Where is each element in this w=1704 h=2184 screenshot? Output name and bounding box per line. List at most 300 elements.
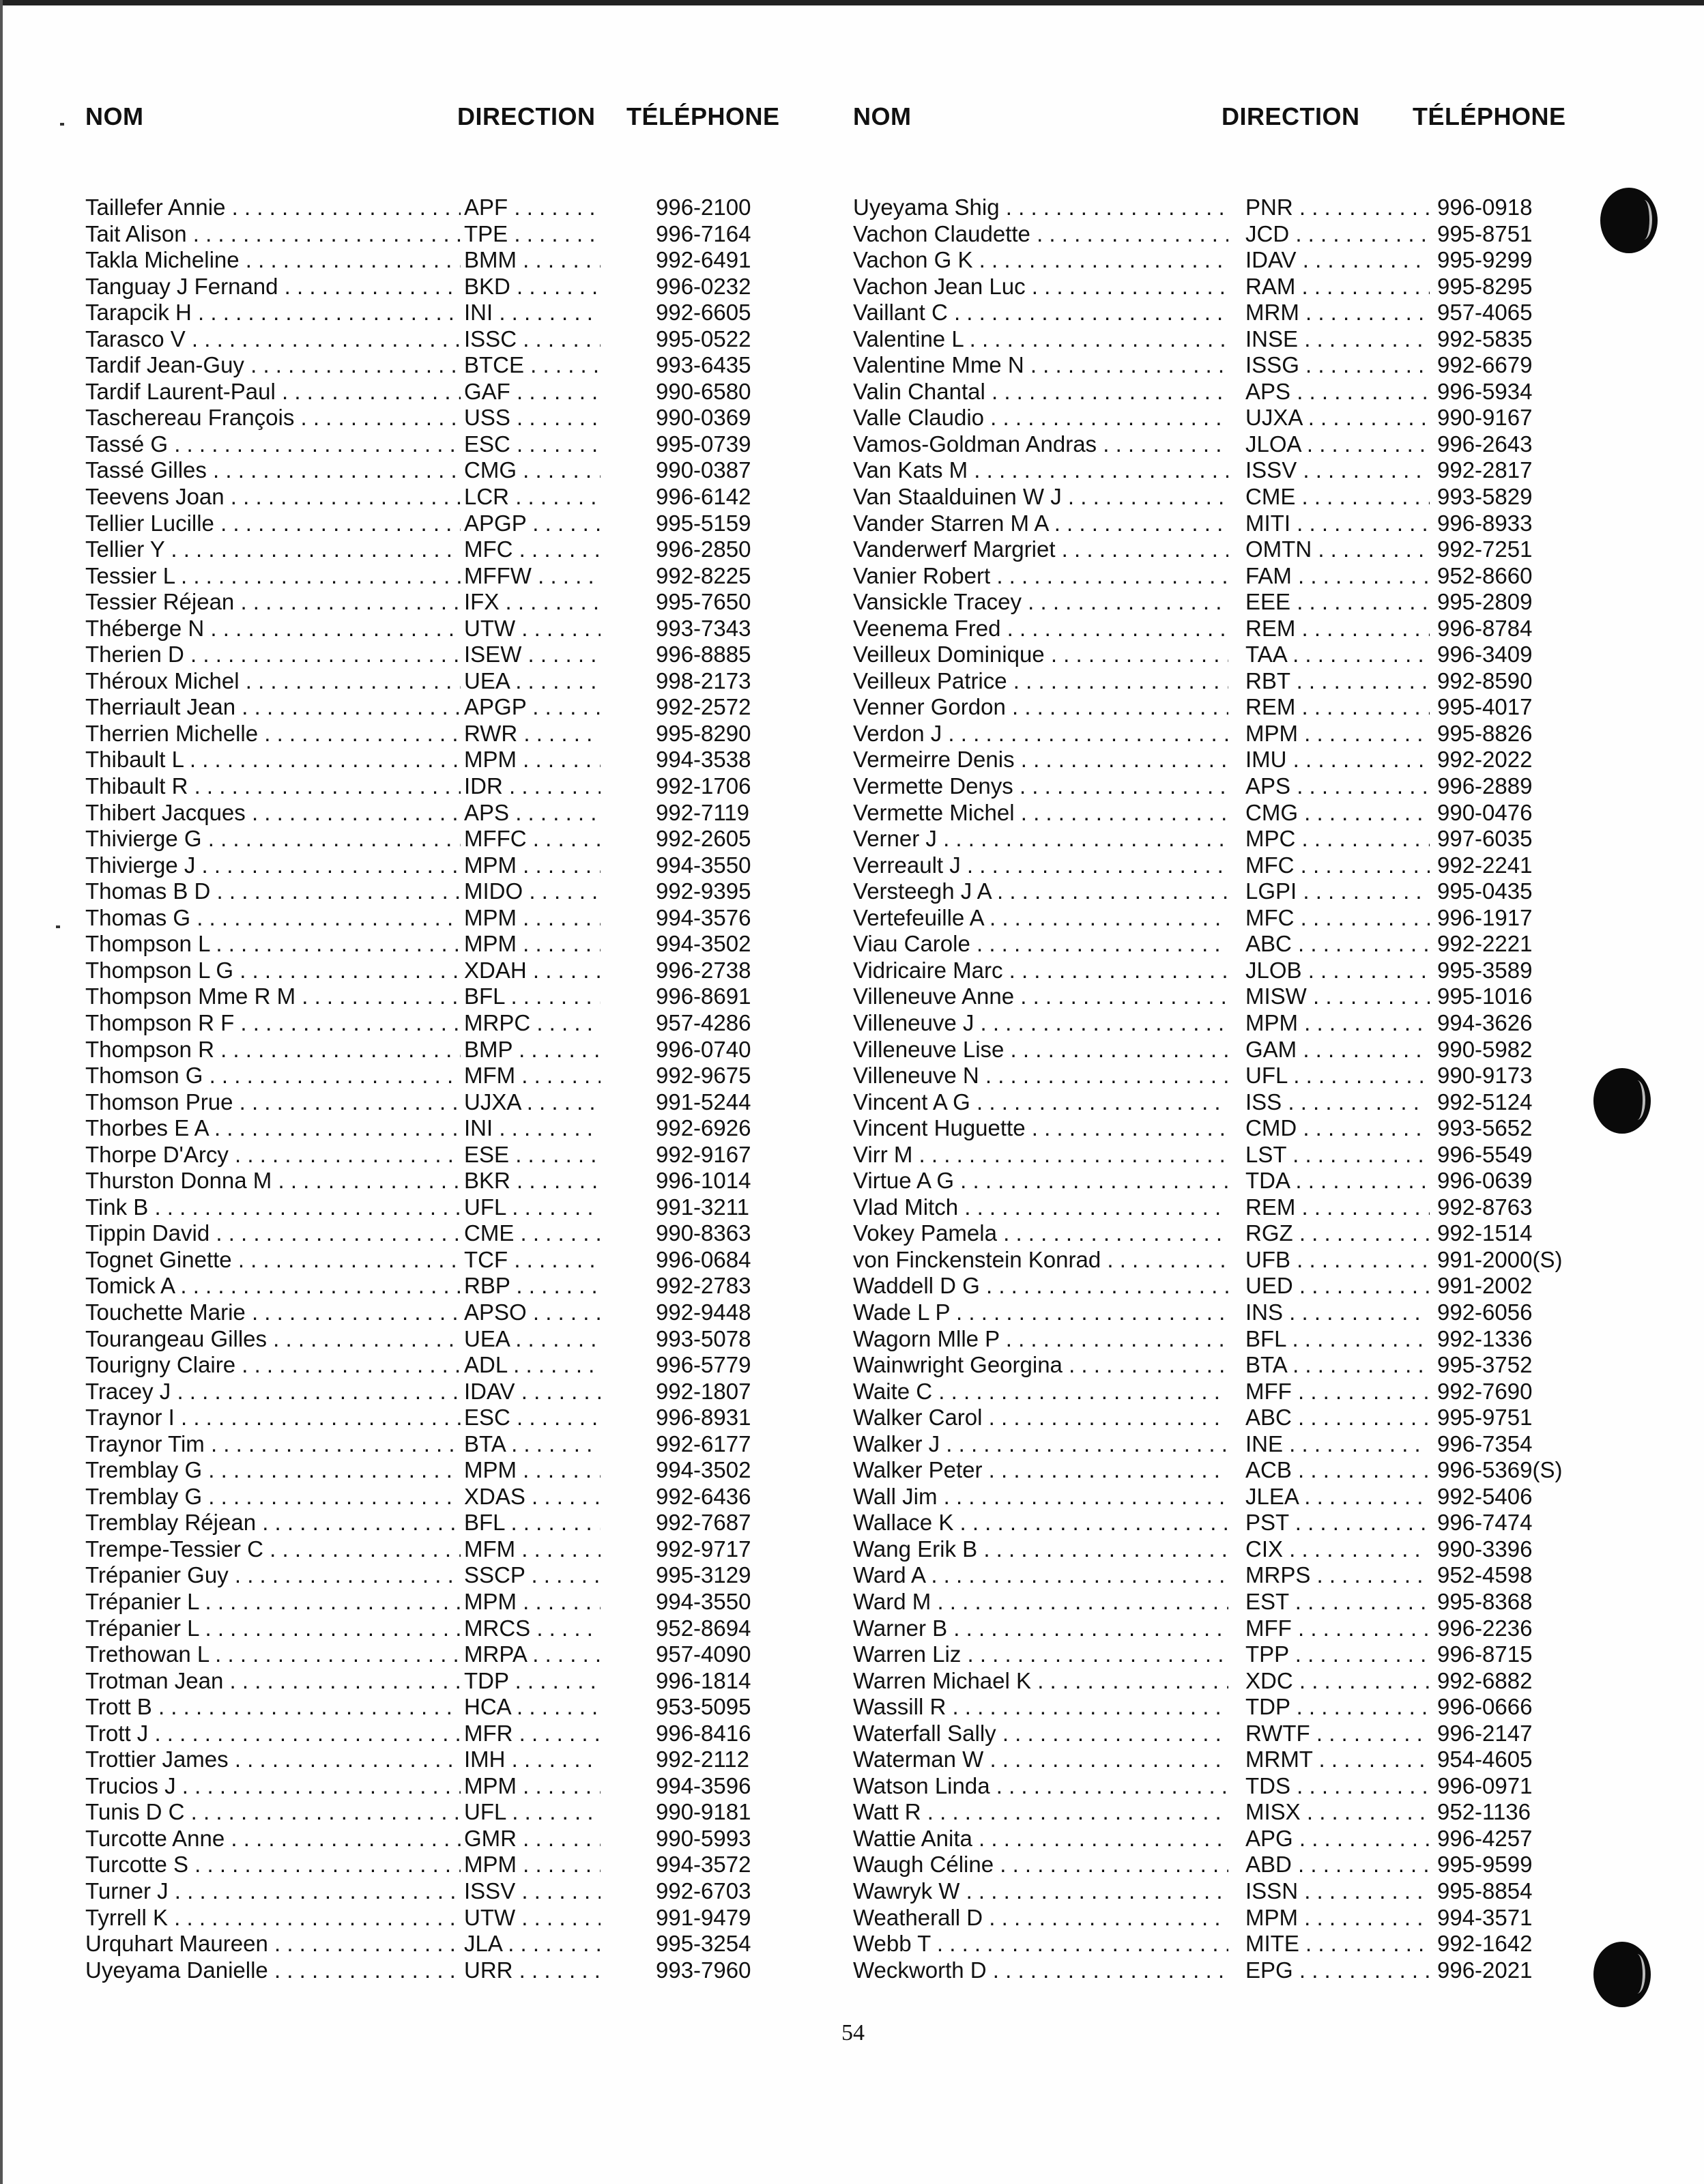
right-column bbox=[850, 102, 1614, 1983]
entry-direction: UEA . . . bbox=[464, 668, 601, 695]
entry-telephone: 996-3409 bbox=[1433, 642, 1532, 668]
entry-direction: MFF . . . bbox=[1245, 1379, 1430, 1405]
list-item bbox=[82, 1615, 846, 1642]
entry-direction: BMP . . . bbox=[464, 1037, 601, 1063]
entry-direction: INI . . . bbox=[464, 300, 601, 326]
list-item bbox=[82, 1457, 846, 1484]
entry-name: Trépanier Guy . . . bbox=[85, 1562, 461, 1589]
entry-direction: ISEW . . . bbox=[464, 642, 601, 668]
list-item bbox=[850, 1878, 1614, 1905]
list-item bbox=[82, 1721, 846, 1747]
entry-telephone: 990-9167 bbox=[1433, 405, 1532, 431]
list-item bbox=[82, 1273, 846, 1299]
entry-telephone: 996-0684 bbox=[652, 1247, 751, 1274]
entry-direction: IDR . . . bbox=[464, 773, 601, 800]
entry-direction: BKD . . . bbox=[464, 274, 601, 300]
entry-name: Weckworth D . . . bbox=[853, 1957, 1228, 1984]
entry-telephone: 995-3129 bbox=[652, 1562, 751, 1589]
entry-direction: PST . . . bbox=[1245, 1510, 1430, 1536]
entry-direction: INSE . . . bbox=[1245, 326, 1430, 353]
entry-telephone: 996-0639 bbox=[1433, 1168, 1532, 1194]
entry-telephone: 994-3502 bbox=[652, 1457, 751, 1484]
list-item bbox=[850, 1431, 1614, 1458]
list-item bbox=[82, 958, 846, 984]
entry-name: Tarasco V . . . bbox=[85, 326, 461, 353]
entry-direction: SSCP . . . bbox=[464, 1562, 601, 1589]
entry-name: Walker Peter . . . bbox=[853, 1457, 1228, 1484]
list-item bbox=[82, 274, 846, 300]
entry-telephone: 992-6882 bbox=[1433, 1668, 1532, 1695]
list-item bbox=[850, 326, 1614, 353]
entry-telephone: 957-4090 bbox=[652, 1641, 751, 1668]
entry-direction: APS . . . bbox=[1245, 379, 1430, 405]
list-item bbox=[850, 694, 1614, 721]
entry-telephone: 996-8784 bbox=[1433, 616, 1532, 642]
entry-direction: MFM . . . bbox=[464, 1063, 601, 1089]
list-item bbox=[850, 905, 1614, 932]
entry-name: Vanderwerf Margriet . . . bbox=[853, 536, 1228, 563]
entry-telephone: 995-8854 bbox=[1433, 1878, 1532, 1905]
list-item bbox=[82, 1536, 846, 1563]
entry-direction: ADL . . . bbox=[464, 1352, 601, 1379]
entry-name: Thomson Prue . . . bbox=[85, 1089, 461, 1116]
entry-telephone: 990-0387 bbox=[652, 457, 751, 484]
entry-name: Théberge N . . . bbox=[85, 616, 461, 642]
entry-name: Turcotte Anne . . . bbox=[85, 1826, 461, 1852]
list-item bbox=[82, 1326, 846, 1353]
entry-telephone: 995-1016 bbox=[1433, 983, 1532, 1010]
list-item bbox=[850, 1826, 1614, 1852]
entry-telephone: 996-0971 bbox=[1433, 1773, 1532, 1800]
entry-name: Waterfall Sally . . . bbox=[853, 1721, 1228, 1747]
list-item bbox=[850, 800, 1614, 827]
entry-telephone: 992-8590 bbox=[1433, 668, 1532, 695]
entry-name: Thompson Mme R M . . . bbox=[85, 983, 461, 1010]
entry-telephone: 952-1136 bbox=[1433, 1799, 1531, 1826]
left-entry-list bbox=[82, 195, 846, 1983]
entry-telephone: 992-5406 bbox=[1433, 1484, 1532, 1510]
entry-direction: GAF . . . bbox=[464, 379, 601, 405]
entry-direction: JCD . . . bbox=[1245, 221, 1430, 248]
entry-direction: MRMT . . . bbox=[1245, 1747, 1430, 1773]
entry-name: Tunis D C . . . bbox=[85, 1799, 461, 1826]
list-item bbox=[82, 1668, 846, 1695]
entry-name: Thorbes E A . . . bbox=[85, 1115, 461, 1142]
list-item bbox=[850, 1220, 1614, 1247]
entry-name: Tracey J . . . bbox=[85, 1379, 461, 1405]
list-item bbox=[850, 721, 1614, 747]
list-item bbox=[850, 958, 1614, 984]
entry-telephone: 996-7354 bbox=[1433, 1431, 1532, 1458]
list-item bbox=[82, 1299, 846, 1326]
list-item bbox=[82, 1852, 846, 1878]
entry-telephone: 996-8933 bbox=[1433, 511, 1532, 537]
entry-name: Turner J . . . bbox=[85, 1878, 461, 1905]
list-item bbox=[82, 931, 846, 958]
entry-direction: XDAS . . . bbox=[464, 1484, 601, 1510]
entry-name: Théroux Michel . . . bbox=[85, 668, 461, 695]
entry-direction: RAM . . . bbox=[1245, 274, 1430, 300]
entry-name: Tait Alison . . . bbox=[85, 221, 461, 248]
entry-name: Vachon G K . . . bbox=[853, 247, 1228, 274]
list-item bbox=[82, 878, 846, 905]
entry-direction: ACB . . . bbox=[1245, 1457, 1430, 1484]
entry-name: Thibault L . . . bbox=[85, 747, 461, 773]
list-item bbox=[82, 1957, 846, 1984]
entry-name: Warren Liz . . . bbox=[853, 1641, 1228, 1668]
entry-telephone: 996-0740 bbox=[652, 1037, 751, 1063]
list-item bbox=[82, 1484, 846, 1510]
entry-direction: UFB . . . bbox=[1245, 1247, 1430, 1274]
entry-direction: JLOA . . . bbox=[1245, 431, 1430, 458]
entry-name: Trucios J . . . bbox=[85, 1773, 461, 1800]
entry-direction: ISSV . . . bbox=[1245, 457, 1430, 484]
entry-name: Tomick A . . . bbox=[85, 1273, 461, 1299]
list-item bbox=[82, 511, 846, 537]
list-item bbox=[82, 1379, 846, 1405]
entry-direction: MFC . . . bbox=[1245, 905, 1430, 932]
entry-telephone: 995-0739 bbox=[652, 431, 751, 458]
entry-direction: UFL . . . bbox=[464, 1799, 601, 1826]
entry-direction: APSO . . . bbox=[464, 1299, 601, 1326]
entry-telephone: 995-0435 bbox=[1433, 878, 1532, 905]
list-item bbox=[850, 1405, 1614, 1431]
list-item bbox=[82, 1247, 846, 1274]
list-item bbox=[850, 1615, 1614, 1642]
list-item bbox=[850, 1142, 1614, 1168]
entry-direction: CMD . . . bbox=[1245, 1115, 1430, 1142]
entry-name: Tardif Jean-Guy . . . bbox=[85, 352, 461, 379]
entry-name: Uyeyama Shig . . . bbox=[853, 195, 1228, 221]
entry-telephone: 990-6580 bbox=[652, 379, 751, 405]
entry-direction: MPM . . . bbox=[464, 1589, 601, 1615]
entry-telephone: 991-9479 bbox=[652, 1905, 751, 1931]
entry-direction: ESC . . . bbox=[464, 431, 601, 458]
entry-telephone: 996-7164 bbox=[652, 221, 751, 248]
entry-direction: MRPA . . . bbox=[464, 1641, 601, 1668]
entry-direction: MFFW . . . bbox=[464, 563, 601, 590]
entry-telephone: 995-8295 bbox=[1433, 274, 1532, 300]
entry-direction: MPM . . . bbox=[464, 931, 601, 958]
entry-direction: BFL . . . bbox=[464, 983, 601, 1010]
entry-name: Vermette Denys . . . bbox=[853, 773, 1228, 800]
list-item bbox=[82, 694, 846, 721]
entry-telephone: 996-7474 bbox=[1433, 1510, 1532, 1536]
entry-name: Takla Micheline . . . bbox=[85, 247, 461, 274]
entry-telephone: 995-8290 bbox=[652, 721, 751, 747]
list-item bbox=[850, 1852, 1614, 1878]
entry-telephone: 995-9299 bbox=[1433, 247, 1532, 274]
entry-telephone: 996-2100 bbox=[652, 195, 751, 221]
list-item bbox=[850, 1589, 1614, 1615]
entry-direction: URR . . . bbox=[464, 1957, 601, 1984]
list-item bbox=[850, 1799, 1614, 1826]
entry-telephone: 996-6142 bbox=[652, 484, 751, 511]
entry-name: Villeneuve J . . . bbox=[853, 1010, 1228, 1037]
entry-direction: APGP . . . bbox=[464, 511, 601, 537]
entry-telephone: 992-9395 bbox=[652, 878, 751, 905]
list-item bbox=[82, 1037, 846, 1063]
list-item bbox=[850, 484, 1614, 511]
entry-name: Van Kats M . . . bbox=[853, 457, 1228, 484]
entry-telephone: 994-3572 bbox=[652, 1852, 751, 1878]
entry-name: Viau Carole . . . bbox=[853, 931, 1228, 958]
entry-name: Thivierge J . . . bbox=[85, 852, 461, 879]
entry-direction: TPP . . . bbox=[1245, 1641, 1430, 1668]
list-item bbox=[82, 1562, 846, 1589]
entry-telephone: 996-2889 bbox=[1433, 773, 1532, 800]
entry-direction: CME . . . bbox=[1245, 484, 1430, 511]
entry-telephone: 992-6436 bbox=[652, 1484, 751, 1510]
entry-telephone: 990-5982 bbox=[1433, 1037, 1532, 1063]
entry-direction: IDAV . . . bbox=[1245, 247, 1430, 274]
entry-telephone: 994-3550 bbox=[652, 852, 751, 879]
entry-telephone: 992-6491 bbox=[652, 247, 751, 274]
entry-direction: BTCE . . . bbox=[464, 352, 601, 379]
entry-name: Thibert Jacques . . . bbox=[85, 800, 461, 827]
list-item bbox=[82, 983, 846, 1010]
entry-name: Villeneuve Anne . . . bbox=[853, 983, 1228, 1010]
entry-direction: INS . . . bbox=[1245, 1299, 1430, 1326]
entry-direction: TAA . . . bbox=[1245, 642, 1430, 668]
entry-name: Verner J . . . bbox=[853, 826, 1228, 852]
binder-hole-icon bbox=[1593, 1942, 1651, 2007]
entry-telephone: 992-2022 bbox=[1433, 747, 1532, 773]
entry-direction: FAM . . . bbox=[1245, 563, 1430, 590]
entry-direction: UED . . . bbox=[1245, 1273, 1430, 1299]
list-item bbox=[82, 247, 846, 274]
scan-top-edge bbox=[0, 0, 1704, 5]
entry-direction: MPM . . . bbox=[464, 1773, 601, 1800]
entry-name: Teevens Joan . . . bbox=[85, 484, 461, 511]
entry-name: Thibault R . . . bbox=[85, 773, 461, 800]
entry-name: Tellier Lucille . . . bbox=[85, 511, 461, 537]
list-item bbox=[850, 1037, 1614, 1063]
entry-telephone: 995-8826 bbox=[1433, 721, 1532, 747]
header-direction: DIRECTION bbox=[457, 102, 596, 130]
entry-name: Veenema Fred . . . bbox=[853, 616, 1228, 642]
entry-direction: JLOB . . . bbox=[1245, 958, 1430, 984]
entry-name: Therrien Michelle . . . bbox=[85, 721, 461, 747]
entry-direction: CIX . . . bbox=[1245, 1536, 1430, 1563]
entry-direction: MPM . . . bbox=[464, 747, 601, 773]
entry-direction: TDP . . . bbox=[1245, 1694, 1430, 1721]
entry-telephone: 992-1642 bbox=[1433, 1931, 1532, 1957]
entry-direction: APG . . . bbox=[1245, 1826, 1430, 1852]
list-item bbox=[850, 457, 1614, 484]
entry-telephone: 993-6435 bbox=[652, 352, 751, 379]
header-direction: DIRECTION bbox=[1222, 102, 1360, 130]
entry-name: Tognet Ginette . . . bbox=[85, 1247, 461, 1274]
list-item bbox=[82, 589, 846, 616]
list-item bbox=[850, 1484, 1614, 1510]
entry-telephone: 992-7690 bbox=[1433, 1379, 1532, 1405]
entry-direction: ABC . . . bbox=[1245, 931, 1430, 958]
entry-direction: ESE . . . bbox=[464, 1142, 601, 1168]
list-item bbox=[850, 1747, 1614, 1773]
entry-telephone: 996-2147 bbox=[1433, 1721, 1532, 1747]
entry-name: Trotman Jean . . . bbox=[85, 1668, 461, 1695]
entry-direction: TCF . . . bbox=[464, 1247, 601, 1274]
list-item bbox=[850, 878, 1614, 905]
entry-telephone: 954-4605 bbox=[1433, 1747, 1532, 1773]
entry-telephone: 994-3571 bbox=[1433, 1905, 1532, 1931]
entry-name: Villeneuve Lise . . . bbox=[853, 1037, 1228, 1063]
entry-name: Thompson L . . . bbox=[85, 931, 461, 958]
entry-telephone: 992-6926 bbox=[652, 1115, 751, 1142]
list-item bbox=[82, 616, 846, 642]
list-item bbox=[82, 1220, 846, 1247]
header-telephone: TÉLÉPHONE bbox=[626, 102, 780, 130]
entry-telephone: 996-8416 bbox=[652, 1721, 751, 1747]
list-item bbox=[82, 1431, 846, 1458]
entry-name: Thompson L G . . . bbox=[85, 958, 461, 984]
entry-name: Wassill R . . . bbox=[853, 1694, 1228, 1721]
entry-direction: APS . . . bbox=[464, 800, 601, 827]
entry-direction: MFF . . . bbox=[1245, 1615, 1430, 1642]
list-item bbox=[82, 642, 846, 668]
entry-direction: RWTF . . . bbox=[1245, 1721, 1430, 1747]
entry-name: Ward M . . . bbox=[853, 1589, 1228, 1615]
entry-name: Watson Linda . . . bbox=[853, 1773, 1228, 1800]
entry-direction: MITI . . . bbox=[1245, 511, 1430, 537]
entry-name: Therriault Jean . . . bbox=[85, 694, 461, 721]
entry-name: Warren Michael K . . . bbox=[853, 1668, 1228, 1695]
entry-name: Tellier Y . . . bbox=[85, 536, 461, 563]
header-nom: NOM bbox=[85, 102, 144, 130]
entry-direction: IFX . . . bbox=[464, 589, 601, 616]
list-item bbox=[850, 983, 1614, 1010]
entry-name: Waterman W . . . bbox=[853, 1747, 1228, 1773]
entry-name: Virtue A G . . . bbox=[853, 1168, 1228, 1194]
entry-name: Taillefer Annie . . . bbox=[85, 195, 461, 221]
entry-telephone: 996-8931 bbox=[652, 1405, 751, 1431]
entry-telephone: 992-6177 bbox=[652, 1431, 751, 1458]
entry-name: Vanier Robert . . . bbox=[853, 563, 1228, 590]
list-item bbox=[82, 1168, 846, 1194]
entry-name: Veilleux Patrice . . . bbox=[853, 668, 1228, 695]
entry-telephone: 995-3589 bbox=[1433, 958, 1532, 984]
list-item bbox=[850, 1721, 1614, 1747]
list-item bbox=[82, 484, 846, 511]
entry-name: Vachon Jean Luc . . . bbox=[853, 274, 1228, 300]
entry-telephone: 994-3596 bbox=[652, 1773, 751, 1800]
list-item bbox=[850, 589, 1614, 616]
entry-telephone: 996-1814 bbox=[652, 1668, 751, 1695]
entry-name: Van Staalduinen W J . . . bbox=[853, 484, 1228, 511]
entry-telephone: 992-6679 bbox=[1433, 352, 1532, 379]
list-item bbox=[82, 1063, 846, 1089]
list-item bbox=[850, 195, 1614, 221]
list-item bbox=[850, 1299, 1614, 1326]
entry-telephone: 994-3538 bbox=[652, 747, 751, 773]
entry-direction: MFC . . . bbox=[464, 536, 601, 563]
entry-telephone: 996-0666 bbox=[1433, 1694, 1532, 1721]
entry-direction: GAM . . . bbox=[1245, 1037, 1430, 1063]
list-item bbox=[850, 1115, 1614, 1142]
entry-telephone: 996-5934 bbox=[1433, 379, 1532, 405]
list-item bbox=[82, 405, 846, 431]
entry-direction: MPM . . . bbox=[464, 852, 601, 879]
entry-telephone: 957-4065 bbox=[1433, 300, 1532, 326]
entry-direction: UEA . . . bbox=[464, 1326, 601, 1353]
entry-direction: PNR . . . bbox=[1245, 195, 1430, 221]
entry-name: Tardif Laurent-Paul . . . bbox=[85, 379, 461, 405]
list-item bbox=[850, 221, 1614, 248]
entry-name: Valentine L . . . bbox=[853, 326, 1228, 353]
entry-telephone: 996-8691 bbox=[652, 983, 751, 1010]
entry-name: Tourangeau Gilles . . . bbox=[85, 1326, 461, 1353]
entry-name: Trott J . . . bbox=[85, 1721, 461, 1747]
entry-name: Tremblay G . . . bbox=[85, 1484, 461, 1510]
entry-direction: TDA . . . bbox=[1245, 1168, 1430, 1194]
page-number: 54 bbox=[841, 2020, 865, 2045]
entry-telephone: 992-1807 bbox=[652, 1379, 751, 1405]
entry-name: Touchette Marie . . . bbox=[85, 1299, 461, 1326]
entry-telephone: 990-5993 bbox=[652, 1826, 751, 1852]
list-item bbox=[850, 536, 1614, 563]
entry-direction: EEE . . . bbox=[1245, 589, 1430, 616]
entry-name: Tanguay J Fernand . . . bbox=[85, 274, 461, 300]
entry-telephone: 995-3254 bbox=[652, 1931, 751, 1957]
entry-name: Verdon J . . . bbox=[853, 721, 1228, 747]
left-column bbox=[82, 102, 846, 1983]
list-item bbox=[850, 1379, 1614, 1405]
entry-name: Valle Claudio . . . bbox=[853, 405, 1228, 431]
scan-speck bbox=[56, 925, 60, 928]
entry-direction: ISS . . . bbox=[1245, 1089, 1430, 1116]
list-item bbox=[850, 1089, 1614, 1116]
entry-telephone: 996-0232 bbox=[652, 274, 751, 300]
entry-telephone: 992-7251 bbox=[1433, 536, 1532, 563]
entry-direction: UTW . . . bbox=[464, 1905, 601, 1931]
entry-direction: ISSC . . . bbox=[464, 326, 601, 353]
entry-direction: LGPI . . . bbox=[1245, 878, 1430, 905]
entry-name: Veilleux Dominique . . . bbox=[853, 642, 1228, 668]
entry-telephone: 995-4017 bbox=[1433, 694, 1532, 721]
entry-telephone: 996-0918 bbox=[1433, 195, 1532, 221]
entry-direction: UJXA . . . bbox=[464, 1089, 601, 1116]
entry-telephone: 995-8751 bbox=[1433, 221, 1532, 248]
entry-telephone: 991-2000(S) bbox=[1433, 1247, 1562, 1274]
entry-direction: CMG . . . bbox=[1245, 800, 1430, 827]
entry-name: Vokey Pamela . . . bbox=[853, 1220, 1228, 1247]
entry-name: Wallace K . . . bbox=[853, 1510, 1228, 1536]
entry-name: Wall Jim . . . bbox=[853, 1484, 1228, 1510]
entry-direction: BFL . . . bbox=[464, 1510, 601, 1536]
list-item bbox=[82, 457, 846, 484]
entry-telephone: 995-9599 bbox=[1433, 1852, 1532, 1878]
entry-name: von Finckenstein Konrad . . . bbox=[853, 1247, 1228, 1274]
entry-direction: CME . . . bbox=[464, 1220, 601, 1247]
list-item bbox=[82, 1826, 846, 1852]
list-item bbox=[850, 1063, 1614, 1089]
entry-name: Watt R . . . bbox=[853, 1799, 1228, 1826]
list-item bbox=[82, 1905, 846, 1931]
entry-telephone: 992-1706 bbox=[652, 773, 751, 800]
entry-direction: MFR . . . bbox=[464, 1721, 601, 1747]
list-item bbox=[850, 247, 1614, 274]
list-item bbox=[850, 1352, 1614, 1379]
entry-direction: INI . . . bbox=[464, 1115, 601, 1142]
list-item bbox=[850, 1010, 1614, 1037]
list-item bbox=[82, 905, 846, 932]
entry-name: Webb T . . . bbox=[853, 1931, 1228, 1957]
list-item bbox=[850, 931, 1614, 958]
entry-name: Waugh Céline . . . bbox=[853, 1852, 1228, 1878]
entry-name: Vamos-Goldman Andras . . . bbox=[853, 431, 1228, 458]
list-item bbox=[82, 431, 846, 458]
